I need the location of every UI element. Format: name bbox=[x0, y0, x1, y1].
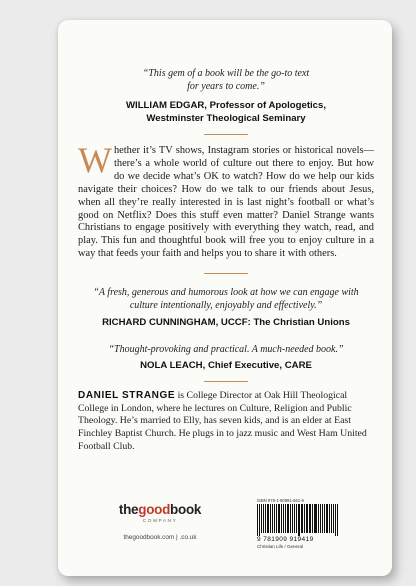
barcode-stripe bbox=[287, 504, 289, 533]
barcode-stripe bbox=[296, 504, 297, 533]
barcode-stripe bbox=[302, 504, 303, 533]
barcode-stripe bbox=[272, 504, 274, 533]
barcode-stripe bbox=[294, 504, 296, 533]
description-text: hether it’s TV shows, Instagram stories or historical novels—there’s a whole world of culture out there to enjoy. But how do we decide what’s OK to watch? How do we help our kids navigate their choices? How do we talk to our friends about Jesus, when all they’re really interested in is last night’s football or what’s good on Netflix? Does this stuff even matter? Daniel Strange wants Christians to engage positively with everything they watch, read, and play. This fun and thoughtful book will free you to enjoy culture in a way that feeds your faith and helps you to share it with others. bbox=[78, 145, 374, 260]
barcode-stripe bbox=[331, 504, 332, 533]
publisher-url: thegoodbook.com | .co.uk bbox=[123, 534, 197, 541]
barcode-stripe bbox=[274, 504, 275, 533]
divider-rule bbox=[204, 381, 248, 382]
barcode-stripe bbox=[263, 504, 264, 533]
barcode-stripe bbox=[304, 504, 305, 533]
book-description bbox=[78, 140, 374, 261]
barcode-stripe bbox=[278, 504, 280, 533]
quote-text: “Thought-provoking and practical. A much-needed book.” bbox=[108, 344, 344, 356]
endorsement-quote-2 bbox=[78, 286, 374, 329]
barcode-stripe bbox=[276, 504, 277, 533]
isbn-number: ISBN 978-1-90991-941-9 bbox=[257, 498, 304, 503]
barcode-stripe bbox=[315, 504, 317, 533]
barcode-stripe bbox=[329, 504, 330, 533]
book-category: Christian Life / General bbox=[257, 544, 304, 549]
barcode-stripe bbox=[285, 504, 286, 533]
barcode-stripe bbox=[290, 504, 291, 533]
barcode-digits: 9 781909 919419 bbox=[257, 536, 314, 543]
endorsement-quote-1 bbox=[78, 20, 374, 125]
barcode-stripe bbox=[318, 504, 319, 533]
barcode-stripe bbox=[337, 504, 338, 536]
isbn-barcode bbox=[257, 498, 339, 549]
barcode-stripe bbox=[261, 504, 263, 533]
barcode-stripe bbox=[283, 504, 284, 533]
barcode-stripe bbox=[292, 504, 293, 533]
author-bio bbox=[78, 390, 374, 453]
publisher-logo bbox=[106, 502, 214, 541]
barcode-bars bbox=[257, 504, 339, 536]
endorsement-quote-3 bbox=[78, 343, 374, 372]
quote-author: RICHARD CUNNINGHAM, UCCF: The Christian Unions bbox=[102, 317, 350, 329]
divider-rule bbox=[204, 273, 248, 274]
author-bio-text: is College Director at Oak Hill Theological College in London, where he lectures on Culture, Religion and Public Theology. He’s married to Elly, has seven kids, and is an elder at East Finchley Baptist Church. He plugs in to jazz music and West Ham United Football Club. bbox=[78, 390, 367, 452]
barcode-stripe bbox=[257, 504, 258, 536]
quote-author-org: Westminster Theological Seminary bbox=[146, 113, 306, 124]
barcode-stripe bbox=[298, 504, 300, 536]
barcode-stripe bbox=[326, 504, 328, 533]
barcode-stripe bbox=[312, 504, 313, 533]
barcode-stripe bbox=[301, 504, 302, 533]
barcode-stripe bbox=[306, 504, 308, 533]
barcode-stripe bbox=[320, 504, 321, 533]
quote-author: NOLA LEACH, Chief Executive, CARE bbox=[140, 360, 312, 372]
publisher-company-label: COMPANY bbox=[142, 519, 178, 524]
drop-cap: W bbox=[78, 140, 112, 180]
barcode-stripe bbox=[335, 504, 336, 536]
quote-text: “This gem of a book will be the go-to text for years to come.” bbox=[142, 68, 310, 92]
barcode-stripe bbox=[267, 504, 269, 533]
barcode-stripe bbox=[314, 504, 315, 533]
barcode-stripe bbox=[309, 504, 311, 533]
barcode-stripe bbox=[333, 504, 335, 533]
barcode-stripe bbox=[265, 504, 266, 533]
barcode-stripe bbox=[324, 504, 325, 533]
barcode-stripe bbox=[270, 504, 271, 533]
barcode-stripe bbox=[322, 504, 324, 533]
book-back-cover bbox=[58, 20, 392, 576]
barcode-stripe bbox=[259, 504, 260, 536]
barcode-stripe bbox=[281, 504, 283, 533]
publisher-wordmark: thegoodbook bbox=[118, 502, 202, 517]
quote-text: “A fresh, generous and humorous look at how we can engage with culture intentionally, enjoyably and effectively.” bbox=[93, 287, 359, 312]
author-name: DANIEL STRANGE bbox=[78, 390, 176, 402]
quote-author: WILLIAM EDGAR, Professor of Apologetics, bbox=[125, 100, 327, 111]
divider-rule bbox=[204, 134, 248, 135]
